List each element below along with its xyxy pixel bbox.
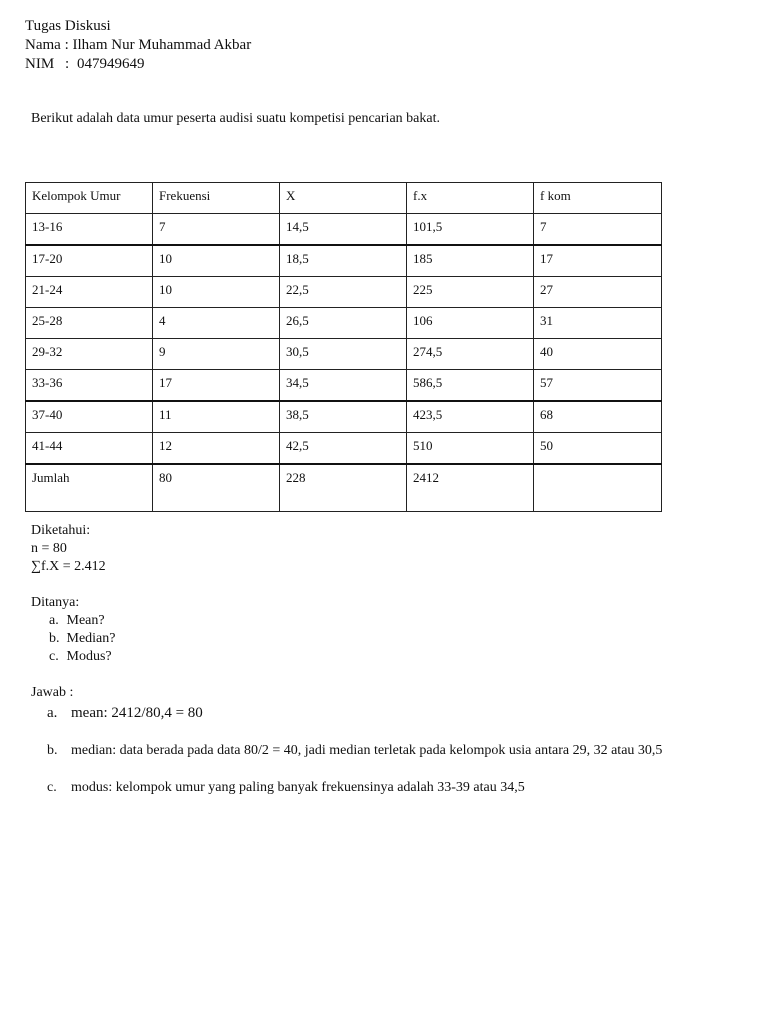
- intro-text: Berikut adalah data umur peserta audisi suatu kompetisi pencarian bakat.: [31, 111, 440, 126]
- table-header-row: [26, 183, 662, 214]
- list-item: [33, 630, 671, 648]
- list-text: mean: 2412/80,4 = 80: [71, 705, 203, 721]
- assignment-title: Tugas Diskusi: [25, 18, 111, 34]
- column-header: Kelompok Umur: [26, 183, 153, 214]
- column-header: f kom: [534, 183, 662, 214]
- table-cell: 42,5: [280, 433, 407, 465]
- n-value: n = 80: [31, 541, 67, 556]
- column-header: f.x: [407, 183, 534, 214]
- table-cell: 17: [153, 370, 280, 402]
- sum-value: ∑f.X = 2.412: [31, 559, 106, 574]
- table-cell: Jumlah: [26, 464, 153, 512]
- list-marker: b.: [47, 743, 58, 758]
- table-cell: 9: [153, 339, 280, 370]
- table-cell: 18,5: [280, 245, 407, 277]
- list-item: [47, 779, 671, 797]
- table-cell: 25-28: [26, 308, 153, 339]
- diketahui-label: Diketahui:: [31, 523, 91, 538]
- nim-separator: :: [65, 56, 70, 72]
- table-row: [26, 245, 662, 277]
- list-text: modus: kelompok umur yang paling banyak frekuensinya adalah 33-39 atau 34,5: [71, 780, 525, 795]
- table-row: [26, 277, 662, 308]
- name-label: Nama: [25, 37, 61, 53]
- list-marker: a.: [47, 705, 58, 721]
- ditanya-block: [31, 594, 671, 666]
- table-cell: 228: [280, 464, 407, 512]
- table-cell: 31: [534, 308, 662, 339]
- table-cell: 50: [534, 433, 662, 465]
- table-cell: 22,5: [280, 277, 407, 308]
- list-item: [33, 648, 671, 666]
- name-separator: :: [64, 37, 69, 53]
- table-cell: 423,5: [407, 401, 534, 433]
- table-row: [26, 339, 662, 370]
- table-cell: [534, 464, 662, 512]
- column-header: X: [280, 183, 407, 214]
- table-cell: 11: [153, 401, 280, 433]
- name-value: Ilham Nur Muhammad Akbar: [72, 37, 252, 53]
- table-cell: 7: [153, 214, 280, 246]
- table-cell: 34,5: [280, 370, 407, 402]
- header-block: [25, 17, 251, 74]
- table-cell: 4: [153, 308, 280, 339]
- table-row: [26, 370, 662, 402]
- table-row: [26, 401, 662, 433]
- student-nim-line: [25, 55, 251, 74]
- table-cell: 37-40: [26, 401, 153, 433]
- table-cell: 68: [534, 401, 662, 433]
- table-cell: 14,5: [280, 214, 407, 246]
- question-list: [31, 612, 671, 666]
- nim-value: 047949649: [77, 56, 145, 72]
- table-cell: 7: [534, 214, 662, 246]
- list-item: [33, 612, 671, 630]
- list-marker: c.: [47, 780, 57, 795]
- list-text: median: data berada pada data 80/2 = 40, jadi median terletak pada kelompok usia antara 29, 32 atau 30,5: [71, 743, 663, 758]
- table-cell: 80: [153, 464, 280, 512]
- table-cell: 10: [153, 245, 280, 277]
- list-marker: a.: [49, 613, 59, 628]
- answer-list: [31, 703, 671, 797]
- table-cell: 2412: [407, 464, 534, 512]
- jawab-block: [31, 684, 671, 797]
- table-cell: 26,5: [280, 308, 407, 339]
- list-item: [47, 742, 671, 760]
- column-header: Frekuensi: [153, 183, 280, 214]
- table-row: [26, 433, 662, 465]
- diketahui-block: [31, 522, 671, 576]
- ditanya-label: Ditanya:: [31, 595, 80, 610]
- table-cell: 101,5: [407, 214, 534, 246]
- table-cell: 17: [534, 245, 662, 277]
- table-cell: 41-44: [26, 433, 153, 465]
- table-cell: 510: [407, 433, 534, 465]
- table-cell: 10: [153, 277, 280, 308]
- table-row: [26, 308, 662, 339]
- frequency-table: [25, 182, 662, 512]
- table-cell: 13-16: [26, 214, 153, 246]
- list-text: Median?: [66, 631, 116, 646]
- table-row: [26, 214, 662, 246]
- table-cell: 225: [407, 277, 534, 308]
- list-marker: c.: [49, 649, 59, 664]
- table-cell: 586,5: [407, 370, 534, 402]
- jawab-label: Jawab :: [31, 685, 74, 700]
- list-item: [47, 703, 671, 723]
- table-cell: 27: [534, 277, 662, 308]
- table-cell: 57: [534, 370, 662, 402]
- table-cell: 29-32: [26, 339, 153, 370]
- table-cell: 106: [407, 308, 534, 339]
- table-cell: 274,5: [407, 339, 534, 370]
- table-total-row: [26, 464, 662, 512]
- table-cell: 17-20: [26, 245, 153, 277]
- table-cell: 185: [407, 245, 534, 277]
- list-text: Modus?: [66, 649, 112, 664]
- table-cell: 21-24: [26, 277, 153, 308]
- table-cell: 38,5: [280, 401, 407, 433]
- student-name-line: [25, 36, 251, 55]
- list-marker: b.: [49, 631, 60, 646]
- list-text: Mean?: [66, 613, 105, 628]
- table-cell: 40: [534, 339, 662, 370]
- answer-section: [31, 522, 671, 797]
- nim-label: NIM: [25, 56, 55, 72]
- table-cell: 12: [153, 433, 280, 465]
- table-cell: 30,5: [280, 339, 407, 370]
- table-cell: 33-36: [26, 370, 153, 402]
